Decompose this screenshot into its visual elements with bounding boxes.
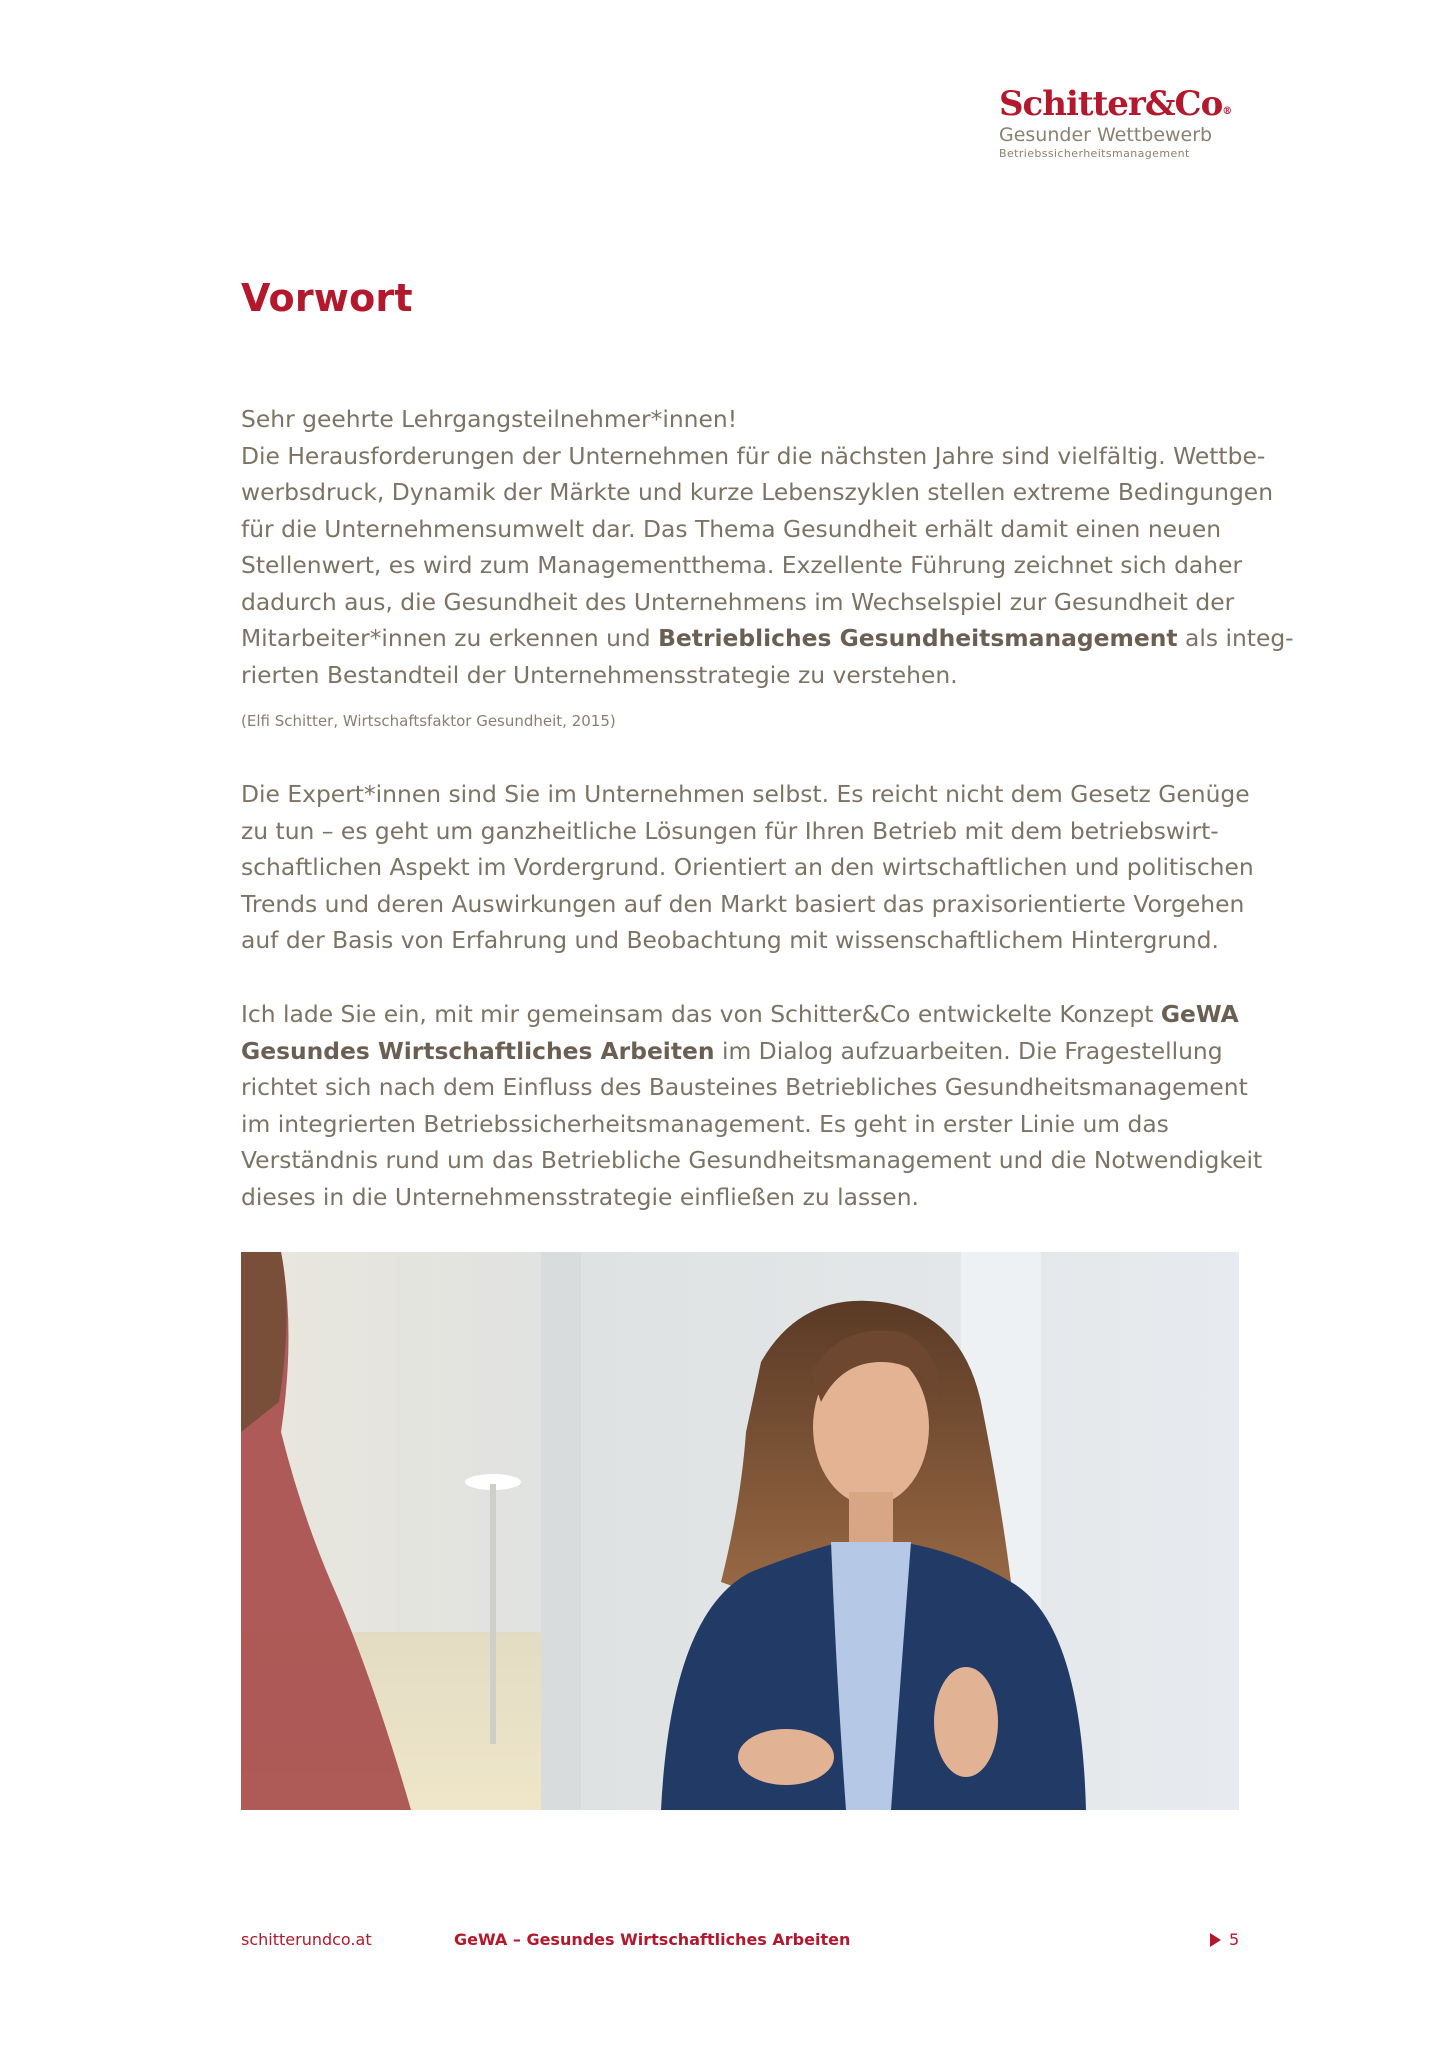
bold-term: Betriebliches Gesundheitsmanagement <box>658 624 1178 652</box>
page-number: 5 <box>1210 1930 1239 1949</box>
bold-term: GeWA <box>1160 1000 1239 1028</box>
third-paragraph: Ich lade Sie ein, mit mir gemeinsam das von Schitter&Co entwickelte Konzept GeWA Gesundes Wirtschaftliches Arbeiten im Dialog aufzuarbeiten. Die Fragestellung richtet sich nach dem Einfluss des Bausteines Betriebliches Gesundheitsmanagement im integrierten Betriebssicherheitsmanagement. Es geht in erster Linie um das Verständnis rund um das Betriebliche Gesundheitsmanagement und die Notwendigkeit dieses in die Unternehmensstrategie einfließen zu lassen. <box>241 1000 1263 1211</box>
citation: (Elfi Schitter, Wirtschaftsfaktor Gesundheit, 2015) <box>241 712 616 730</box>
logo-tagline: Gesunder Wettbewerb <box>999 124 1213 146</box>
brand-logo <box>999 84 1235 162</box>
footer-website: schitterundco.at <box>241 1930 372 1949</box>
bold-term: Gesundes Wirtschaftliches Arbeiten <box>241 1036 715 1065</box>
logo-wordmark: Schitter&Co® <box>999 84 1232 124</box>
page-title: Vorwort <box>241 276 413 320</box>
triangle-right-icon <box>1210 1933 1221 1947</box>
intro-paragraph: Sehr geehrte Lehrgangsteilnehmer*innen! Die Herausforderungen der Unternehmen für die nächsten Jahre sind vielfältig. Wettbe- werbsdruck, Dynamik der Märkte und kurze Lebenszyklen stellen extreme Bedingungen für die Unternehmensumwelt dar. Das Thema Gesundheit erhält damit einen neuen Stellenwert, es wird zum Managementthema. Exzellente Führung zeichnet sich daher dadurch aus, die Gesundheit des Unternehmens im Wechselspiel zur Gesundheit der Mitarbeiter*innen zu erkennen und Betriebliches Gesundheitsmanagement als integ- rierten Bestandteil der Unternehmensstrategie zu verstehen. <box>241 405 1294 689</box>
footer-document-title: GeWA – Gesundes Wirtschaftliches Arbeiten <box>454 1930 851 1949</box>
logo-subtagline: Betriebssicherheitsmanagement <box>999 147 1190 160</box>
portrait-photo <box>241 1252 1239 1810</box>
second-paragraph: Die Expert*innen sind Sie im Unternehmen selbst. Es reicht nicht dem Gesetz Genüge zu tun – es geht um ganzheitliche Lösungen für Ihren Betrieb mit dem betriebswirt- schaftlichen Aspekt im Vordergrund. Orientiert an den wirtschaftlichen und politischen Trends und deren Auswirkungen auf den Markt basiert das praxisorientierte Vorgehen auf der Basis von Erfahrung und Beobachtung mit wissenschaftlichem Hintergrund. <box>241 780 1254 954</box>
